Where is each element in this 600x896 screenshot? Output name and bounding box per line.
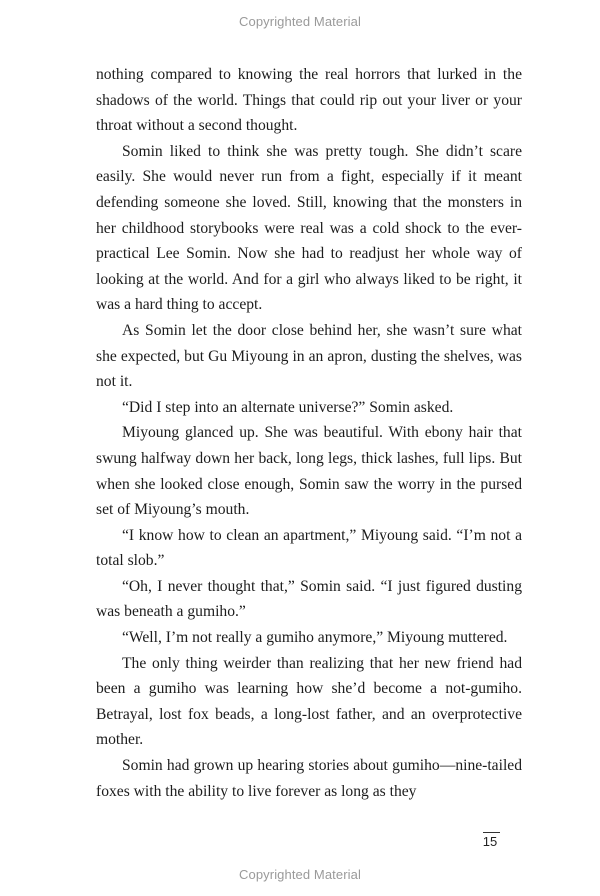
paragraph: Somin had grown up hearing stories about gumiho—nine-tailed foxes with the ability to live forever as long as they (96, 757, 522, 800)
dialogue-paragraph: “Well, I’m not really a gumiho anymore,” Miyoung muttered. (122, 629, 508, 647)
paragraph-continued: nothing compared to knowing the real horrors that lurked in the shadows of the world. Things that could rip out your liver or your throat without a second thought. (96, 66, 522, 135)
copyright-watermark-bottom: Copyrighted Material (239, 867, 361, 882)
page-number: 15 (482, 834, 498, 849)
copyright-watermark-top: Copyrighted Material (239, 14, 361, 29)
dialogue-paragraph: “Did I step into an alternate universe?” Somin asked. (122, 398, 454, 416)
paragraph: Somin liked to think she was pretty tough. She didn’t scare easily. She would never run from a fight, especially if it meant defending someone she loved. Still, knowing that the monsters in her childhood storybooks were real was a cold shock to the ever-practical Lee Somin. Now she had to readjust her whole way of looking at the world. And for a girl who always liked to be right, it was a hard thing to accept. (96, 142, 522, 314)
paragraph: Miyoung glanced up. She was beautiful. With ebony hair that swung halfway down her back, long legs, thick lashes, full lips. But when she looked close enough, Somin saw the worry in the pursed set of Miyoung’s mouth. (96, 424, 522, 519)
paragraph: As Somin let the door close behind her, she wasn’t sure what she expected, but Gu Miyoung in an apron, dusting the shelves, was not it. (96, 321, 522, 391)
dialogue-paragraph: “Oh, I never thought that,” Somin said. “I just figured dusting was beneath a gumiho.” (96, 577, 522, 621)
dialogue-paragraph: “I know how to clean an apartment,” Miyoung said. “I’m not a total slob.” (96, 526, 522, 570)
body-text (96, 62, 522, 804)
paragraph: The only thing weirder than realizing that her new friend had been a gumiho was learning how she’d become a not-gumiho. Betrayal, lost fox beads, a long-lost father, and an overprotective mother. (96, 654, 522, 749)
page-number-rule (483, 832, 500, 833)
